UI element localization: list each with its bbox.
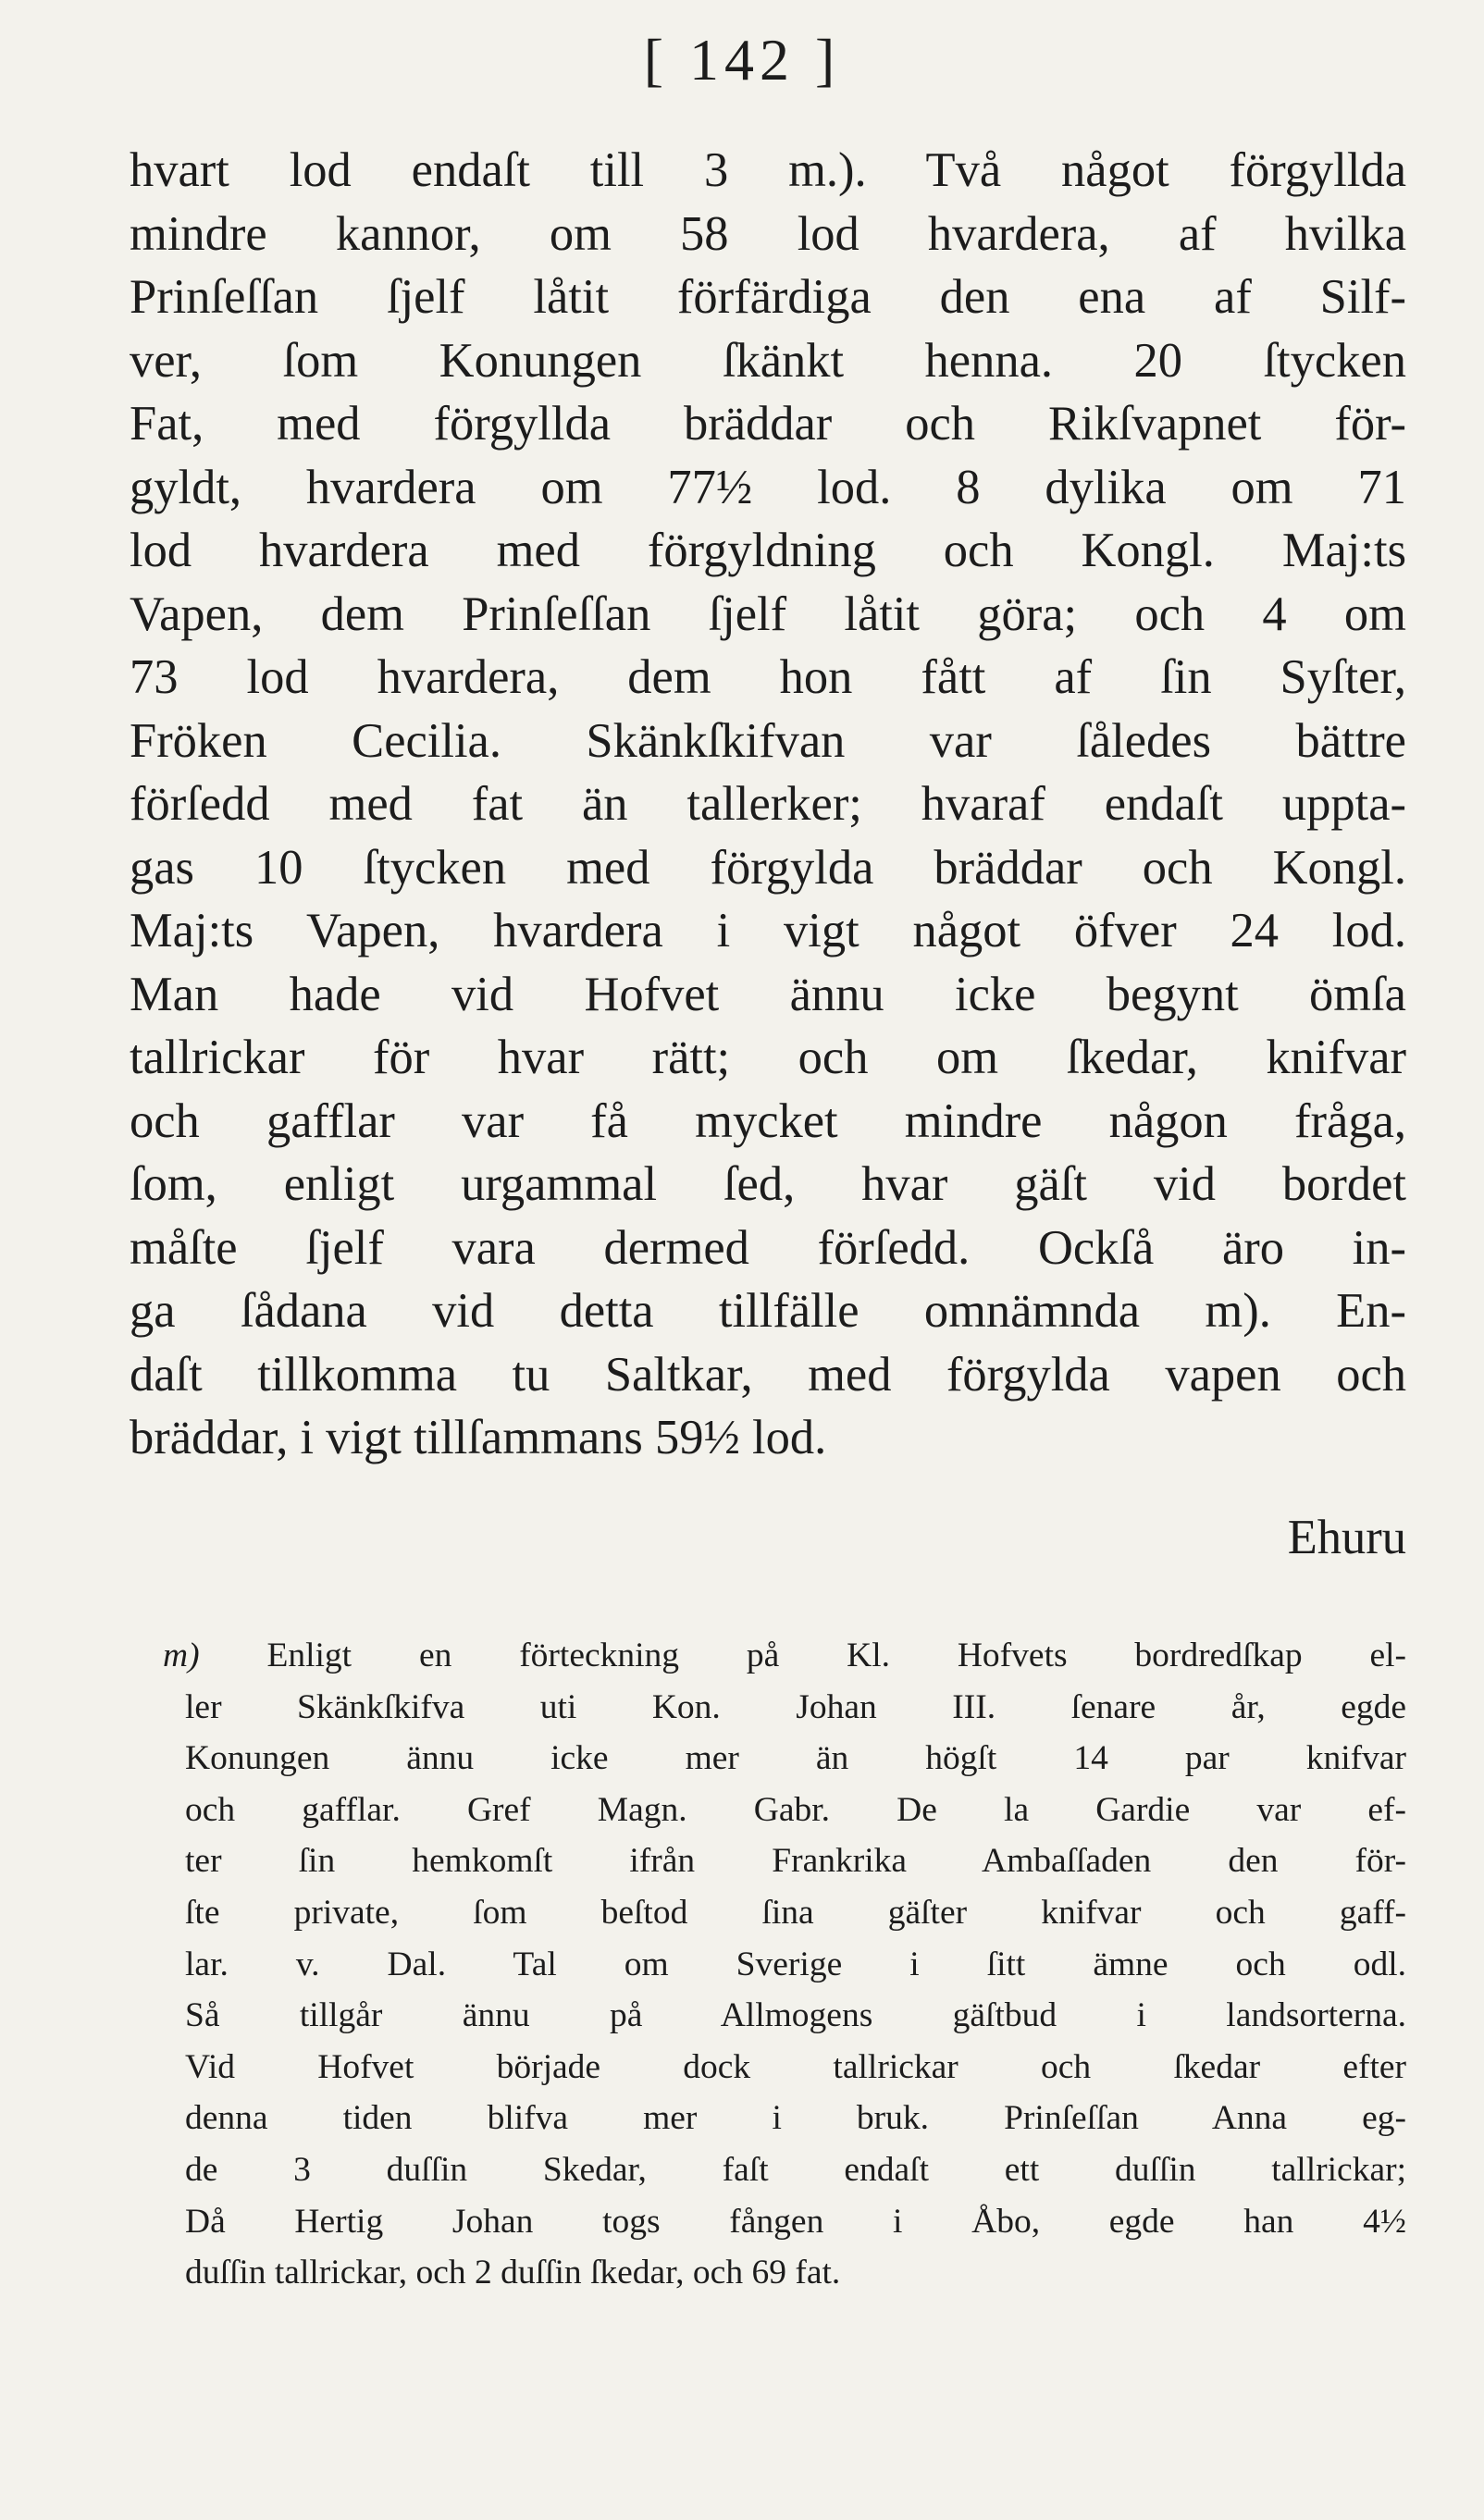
- footnote-line: Så tillgår ännu på Allmogens gäſtbud i landsorterna.: [185, 1996, 1406, 2035]
- footnote-marker: m): [163, 1637, 200, 1674]
- footnote-line: de 3 duſſin Skedar, faſt endaſt ett duſſin tallrickar;: [185, 2150, 1406, 2189]
- footnote-line: Konungen ännu icke mer än högſt 14 par knifvar: [185, 1739, 1406, 1778]
- text-line: daſt tillkomma tu Saltkar, med förgylda vapen och: [130, 1347, 1406, 1402]
- text-line: och gafflar var få mycket mindre någon fråga,: [130, 1093, 1406, 1148]
- main-text: [130, 139, 1406, 1470]
- footnote-line: [163, 1630, 1407, 1682]
- text-line: gyldt, hvardera om 77½ lod. 8 dylika om 71: [130, 460, 1406, 514]
- text-line: Fat, med förgyllda bräddar och Rikſvapnet för-: [130, 397, 1406, 451]
- text-line: Prinſeſſan ſjelf låtit förfärdiga den ena af Silf-: [130, 270, 1406, 324]
- footnote-line: Vid Hofvet började dock tallrickar och ſkedar efter: [185, 2047, 1406, 2086]
- footnote-line: Då Hertig Johan togs fången i Åbo, egde han 4½: [185, 2202, 1406, 2241]
- footnote-line: lar. v. Dal. Tal om Sverige i ſitt ämne och odl.: [185, 1945, 1406, 1983]
- text-line: 73 lod hvardera, dem hon fått af ſin Syſter,: [130, 650, 1406, 704]
- text-line: Fröken Cecilia. Skänkſkifvan var ſåledes bättre: [130, 713, 1406, 768]
- footnote-line: ſte private, ſom beſtod ſina gäſter knifvar och gaff-: [185, 1893, 1406, 1932]
- text-line: bräddar, i vigt tillſammans 59½ lod.: [130, 1411, 827, 1464]
- footnote-line: denna tiden blifva mer i bruk. Prinſeſſan Anna eg-: [185, 2099, 1406, 2138]
- text-line: förſedd med fat än tallerker; hvaraf endaſt uppta-: [130, 777, 1406, 831]
- text-line: hvart lod endaſt till 3 m.). Två något förgyllda: [130, 143, 1406, 197]
- text-line: ver, ſom Konungen ſkänkt henna. 20 ſtycken: [130, 333, 1406, 388]
- text-line: måſte ſjelf vara dermed förſedd. Ockſå äro in-: [130, 1220, 1406, 1275]
- footnote: [163, 1630, 1407, 2299]
- text-line: ſom, enligt urgammal ſed, hvar gäſt vid bordet: [130, 1157, 1406, 1211]
- text-line: Man hade vid Hofvet ännu icke begynt ömſa: [130, 967, 1406, 1021]
- catchword: Ehuru: [1287, 1511, 1406, 1564]
- text-line: Maj:ts Vapen, hvardera i vigt något öfver 24 lod.: [130, 904, 1406, 957]
- page-number: [ 142 ]: [643, 27, 841, 93]
- footnote-line-text: Enligt en förteckning på Kl. Hofvets bordredſkap el-: [266, 1637, 1407, 1674]
- text-line: ga ſådana vid detta tillfälle omnämnda m). En-: [130, 1284, 1406, 1338]
- footnote-line: duſſin tallrickar, och 2 duſſin ſkedar, och 69 fat.: [185, 2254, 841, 2292]
- footnote-line: och gafflar. Gref Magn. Gabr. De la Gardie var ef-: [185, 1790, 1406, 1829]
- text-line: tallrickar för hvar rätt; och om ſkedar, knifvar: [130, 1031, 1406, 1084]
- text-line: gas 10 ſtycken med förgylda bräddar och Kongl.: [130, 840, 1406, 895]
- footnote-line: ler Skänkſkifva uti Kon. Johan III. ſenare år, egde: [185, 1687, 1406, 1726]
- text-line: mindre kannor, om 58 lod hvardera, af hvilka: [130, 206, 1406, 261]
- text-line: lod hvardera med förgyldning och Kongl. Maj:ts: [130, 524, 1406, 577]
- text-line: Vapen, dem Prinſeſſan ſjelf låtit göra; och 4 om: [130, 587, 1406, 641]
- footnote-line: ter ſin hemkomſt ifrån Frankrika Ambaſſaden den för-: [185, 1842, 1406, 1881]
